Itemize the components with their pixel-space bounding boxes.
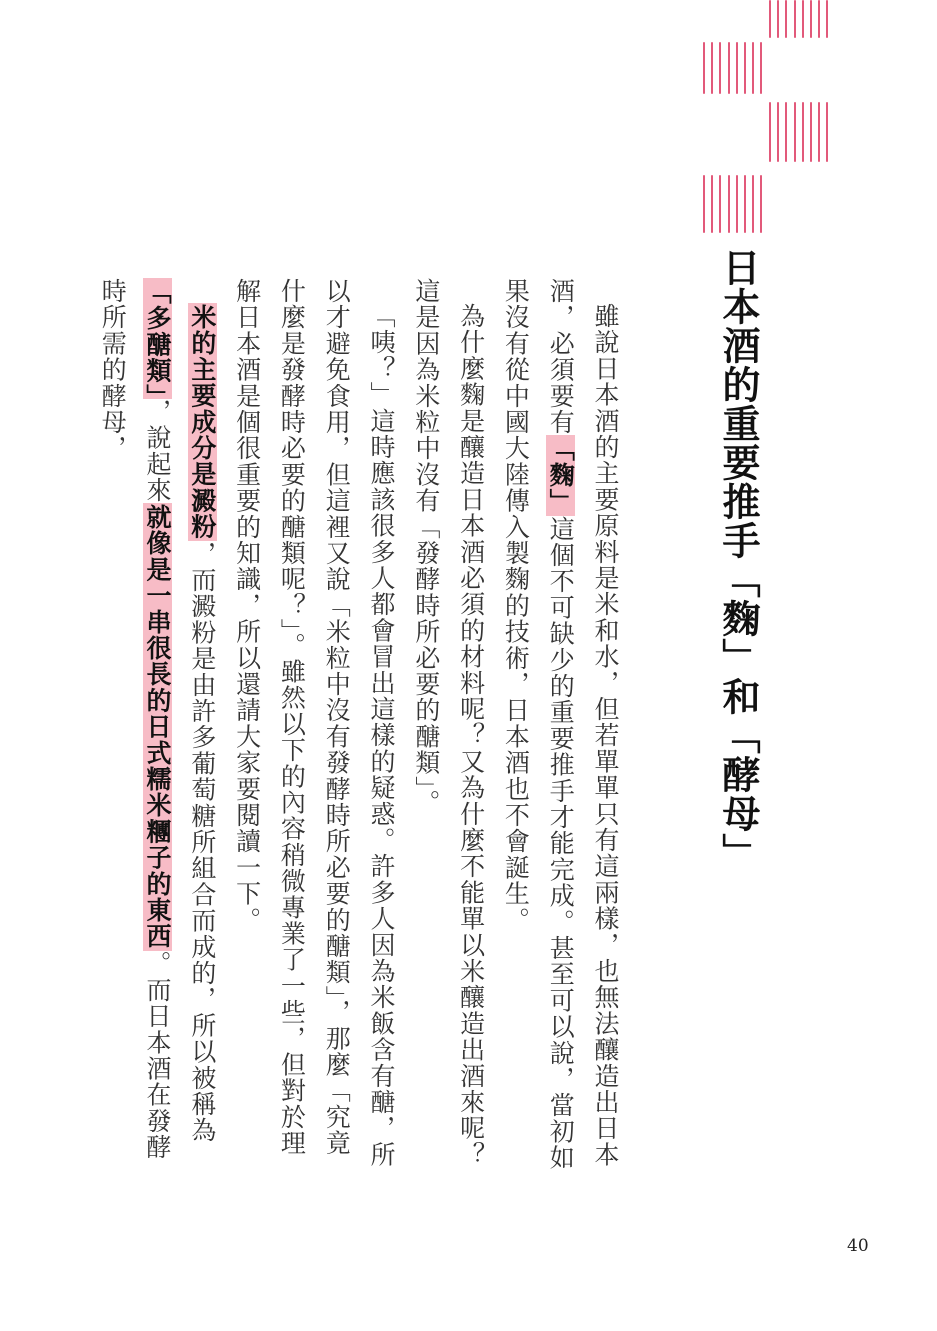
paragraph	[89, 278, 223, 1178]
paragraph	[493, 278, 627, 1178]
text-run: 為什麼麴是釀造日本酒必須的材料呢？又為什麼不能單以米釀造出酒來呢？這是因為米粒中沒有「發酵時所必要的醣類」。	[411, 278, 486, 1168]
text-run: ，而澱粉是由許多葡萄糖所組合而成的，所以被稱為	[187, 540, 217, 1144]
decorative-stripes-1	[769, 0, 828, 38]
highlighted-phrase: 「多醣類」	[143, 279, 173, 398]
text-run: ，說起來	[143, 398, 173, 504]
highlighted-phrase: 就像是一串很長的日式糯米糰子的東西	[143, 504, 173, 950]
page-title: 日本酒的重要推手「麴」和「酵母」	[716, 248, 760, 872]
decorative-stripes-4	[703, 175, 762, 233]
decorative-stripes-3	[769, 102, 828, 162]
body-text	[89, 278, 627, 1178]
paragraph	[403, 278, 493, 1178]
text-run: 「咦？」這時應該很多人都會冒出這樣的疑惑。許多人因為米飯含有醣，所以才避免食用，但這裡又說「米粒中沒有發酵時所必要的醣類」，那麼「究竟什麼是發酵時必要的醣類呢？」。雖然以下的內容稍微專業了一些，但對於理解日本酒是個很重要的知識，所以還請大家要閱讀一下。	[232, 278, 397, 1168]
highlighted-phrase: 米的主要成分是澱粉	[187, 304, 217, 540]
paragraph	[224, 278, 403, 1178]
text-run: 雖說日本酒的主要原料是米和水，但若單單只有這兩樣，也無法釀造出日本酒，必須要有	[546, 278, 620, 1168]
highlighted-phrase: 「麴」	[546, 436, 576, 515]
decorative-stripes-2	[703, 42, 762, 94]
text-run: 。而日本酒在發酵時所需的酵母，	[98, 278, 173, 1161]
page-number: 40	[847, 1236, 869, 1256]
text-run: 這個不可缺少的重要推手才能完成。甚至可以說，當初如果沒有從中國大陸傳入製麴的技術，日本酒也不會誕生。	[501, 278, 576, 1171]
